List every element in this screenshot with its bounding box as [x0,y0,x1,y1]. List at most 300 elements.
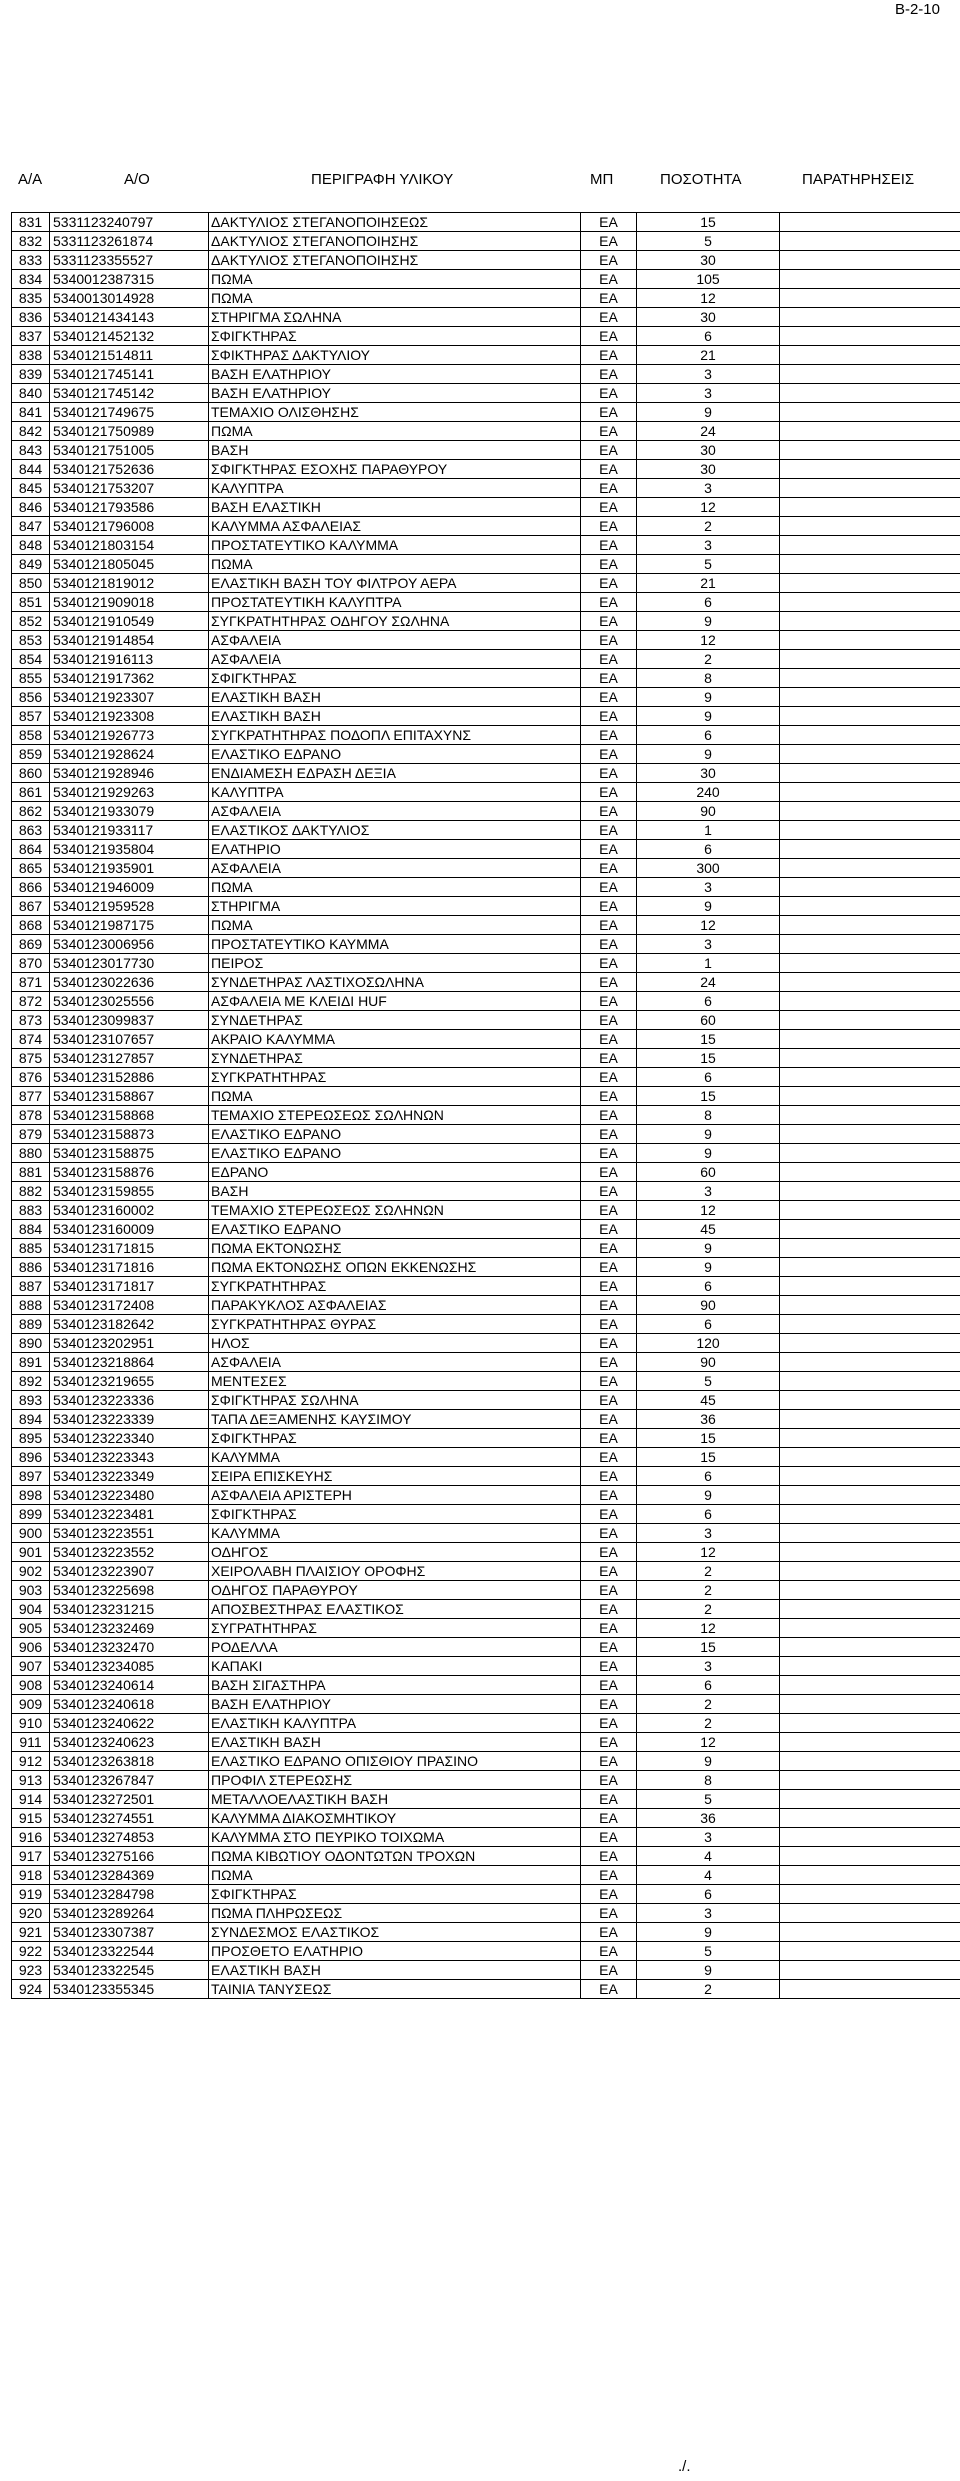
item-description: ΠΩΜΑ [209,289,581,308]
quantity: 36 [637,1410,780,1429]
quantity: 90 [637,1296,780,1315]
table-row [12,1448,960,1467]
table-row [12,973,960,992]
notes-cell [780,916,960,935]
unit: ΕΑ [581,1885,637,1904]
notes-cell [780,365,960,384]
item-description: ΕΛΑΣΤΙΚΗ ΒΑΣΗ [209,688,581,707]
quantity: 240 [637,783,780,802]
unit: ΕΑ [581,1486,637,1505]
notes-cell [780,897,960,916]
quantity: 6 [637,327,780,346]
row-number: 863 [12,821,50,840]
quantity: 2 [637,1581,780,1600]
row-number: 841 [12,403,50,422]
table-row [12,1182,960,1201]
table-row [12,688,960,707]
unit: ΕΑ [581,1543,637,1562]
table-row [12,1695,960,1714]
table-row [12,1315,960,1334]
quantity: 9 [637,745,780,764]
quantity: 15 [637,1429,780,1448]
notes-cell [780,1182,960,1201]
item-code: 5340123263818 [50,1752,209,1771]
quantity: 6 [637,1467,780,1486]
item-code: 5340121987175 [50,916,209,935]
row-number: 878 [12,1106,50,1125]
item-code: 5340123274853 [50,1828,209,1847]
notes-cell [780,1543,960,1562]
item-description: ΔΑΚΤΥΛΙΟΣ ΣΤΕΓΑΝΟΠΟΙΗΣΕΩΣ [209,213,581,232]
notes-cell [780,764,960,783]
item-code: 5340123272501 [50,1790,209,1809]
notes-cell [780,574,960,593]
unit: ΕΑ [581,1467,637,1486]
item-description: ΤΑΠΑ ΔΕΞΑΜΕΝΗΣ ΚΑΥΣΙΜΟΥ [209,1410,581,1429]
notes-cell [780,1391,960,1410]
table-row [12,726,960,745]
table-row [12,574,960,593]
table-row [12,1068,960,1087]
table-row [12,1752,960,1771]
quantity: 15 [637,1448,780,1467]
row-number: 845 [12,479,50,498]
row-number: 900 [12,1524,50,1543]
header-aa: Α/Α [18,171,43,188]
quantity: 9 [637,707,780,726]
quantity: 3 [637,1657,780,1676]
item-description: ΕΝΔΙΑΜΕΣΗ ΕΔΡΑΣΗ ΔΕΞΙΑ [209,764,581,783]
item-code: 5340123223336 [50,1391,209,1410]
item-description: ΤΕΜΑΧΙΟ ΣΤΕΡΕΩΣΕΩΣ ΣΩΛΗΝΩΝ [209,1201,581,1220]
item-code: 5331123355527 [50,251,209,270]
item-code: 5340123202951 [50,1334,209,1353]
row-number: 898 [12,1486,50,1505]
item-code: 5340123267847 [50,1771,209,1790]
notes-cell [780,1714,960,1733]
table-row [12,1239,960,1258]
unit: ΕΑ [581,441,637,460]
unit: ΕΑ [581,1980,637,1999]
item-code: 5340123355345 [50,1980,209,1999]
unit: ΕΑ [581,1505,637,1524]
item-description: ΒΑΣΗ [209,1182,581,1201]
table-row [12,1942,960,1961]
row-number: 847 [12,517,50,536]
item-description: ΣΥΓΚΡΑΤΗΤΗΡΑΣ [209,1068,581,1087]
quantity: 8 [637,669,780,688]
item-description: ΤΕΜΑΧΙΟ ΣΤΕΡΕΩΣΕΩΣ ΣΩΛΗΝΩΝ [209,1106,581,1125]
notes-cell [780,1106,960,1125]
quantity: 6 [637,840,780,859]
table-row [12,1334,960,1353]
notes-cell [780,593,960,612]
item-description: ΣΦΙΓΚΤΗΡΑΣ [209,327,581,346]
table-row [12,1429,960,1448]
unit: ΕΑ [581,1904,637,1923]
quantity: 3 [637,878,780,897]
unit: ΕΑ [581,346,637,365]
quantity: 21 [637,346,780,365]
row-number: 877 [12,1087,50,1106]
table-row [12,517,960,536]
item-code: 5340123274551 [50,1809,209,1828]
quantity: 6 [637,726,780,745]
item-code: 5331123261874 [50,232,209,251]
table-row [12,1562,960,1581]
row-number: 868 [12,916,50,935]
table-row [12,1885,960,1904]
item-description: ΚΑΛΥΜΜΑ ΑΣΦΑΛΕΙΑΣ [209,517,581,536]
quantity: 2 [637,1714,780,1733]
unit: ΕΑ [581,1258,637,1277]
quantity: 2 [637,650,780,669]
notes-cell [780,479,960,498]
item-code: 5340123025556 [50,992,209,1011]
item-code: 5340123127857 [50,1049,209,1068]
item-description: ΠΑΡΑΚΥΚΛΟΣ ΑΣΦΑΛΕΙΑΣ [209,1296,581,1315]
item-code: 5340121753207 [50,479,209,498]
table-header [0,170,960,190]
quantity: 2 [637,1600,780,1619]
row-number: 873 [12,1011,50,1030]
item-description: ΧΕΙΡΟΛΑΒΗ ΠΛΑΙΣΙΟΥ ΟΡΟΦΗΣ [209,1562,581,1581]
item-description: ΣΥΓΚΡΑΤΗΤΗΡΑΣ ΟΔΗΓΟΥ ΣΩΛΗΝΑ [209,612,581,631]
table-row [12,270,960,289]
header-quantity: ΠΟΣΟΤΗΤΑ [660,171,742,188]
item-description: ΠΡΟΦΙΛ ΣΤΕΡΕΩΣΗΣ [209,1771,581,1790]
table-row [12,1961,960,1980]
item-code: 5340123006956 [50,935,209,954]
quantity: 4 [637,1847,780,1866]
unit: ΕΑ [581,1847,637,1866]
row-number: 912 [12,1752,50,1771]
notes-cell [780,1657,960,1676]
table-row [12,1638,960,1657]
notes-cell [780,992,960,1011]
quantity: 30 [637,251,780,270]
row-number: 889 [12,1315,50,1334]
item-code: 5340123171815 [50,1239,209,1258]
item-code: 5340121434143 [50,308,209,327]
table-row [12,1524,960,1543]
unit: ΕΑ [581,1638,637,1657]
item-code: 5340123107657 [50,1030,209,1049]
quantity: 1 [637,821,780,840]
item-description: ΕΛΑΤΗΡΙΟ [209,840,581,859]
table-row [12,1258,960,1277]
notes-cell [780,517,960,536]
table-row [12,289,960,308]
table-row [12,859,960,878]
row-number: 919 [12,1885,50,1904]
table-row [12,1011,960,1030]
notes-cell [780,1353,960,1372]
row-number: 908 [12,1676,50,1695]
unit: ΕΑ [581,1334,637,1353]
quantity: 3 [637,479,780,498]
item-code: 5340123223343 [50,1448,209,1467]
item-code: 5340013014928 [50,289,209,308]
row-number: 907 [12,1657,50,1676]
unit: ΕΑ [581,1277,637,1296]
row-number: 901 [12,1543,50,1562]
quantity: 9 [637,1752,780,1771]
item-description: ΚΑΛΥΜΜΑ ΔΙΑΚΟΣΜΗΤΙΚΟΥ [209,1809,581,1828]
item-description: ΟΔΗΓΟΣ ΠΑΡΑΘΥΡΟΥ [209,1581,581,1600]
notes-cell [780,859,960,878]
quantity: 5 [637,555,780,574]
notes-cell [780,1258,960,1277]
row-number: 895 [12,1429,50,1448]
unit: ΕΑ [581,916,637,935]
unit: ΕΑ [581,935,637,954]
table-row [12,1087,960,1106]
item-code: 5340123284369 [50,1866,209,1885]
notes-cell [780,1144,960,1163]
item-description: ΜΕΝΤΕΣΕΣ [209,1372,581,1391]
row-number: 865 [12,859,50,878]
footer-mark: ./. [678,2458,691,2475]
unit: ΕΑ [581,631,637,650]
unit: ΕΑ [581,1600,637,1619]
item-code: 5340121793586 [50,498,209,517]
item-description: ΚΑΛΥΠΤΡΑ [209,479,581,498]
unit: ΕΑ [581,1296,637,1315]
table-row [12,1866,960,1885]
row-number: 924 [12,1980,50,1999]
unit: ΕΑ [581,1448,637,1467]
item-description: ΣΥΓΡΑΤΗΤΗΡΑΣ [209,1619,581,1638]
row-number: 886 [12,1258,50,1277]
notes-cell [780,688,960,707]
table-row [12,1163,960,1182]
item-description: ΣΤΗΡΙΓΜΑ ΣΩΛΗΝΑ [209,308,581,327]
quantity: 1 [637,954,780,973]
quantity: 6 [637,1505,780,1524]
row-number: 852 [12,612,50,631]
item-description: ΠΩΜΑ ΕΚΤΟΝΩΣΗΣ [209,1239,581,1258]
table-row [12,1486,960,1505]
quantity: 9 [637,1125,780,1144]
notes-cell [780,1866,960,1885]
item-description: ΕΛΑΣΤΙΚΟ ΕΔΡΑΝΟ [209,1220,581,1239]
table-row [12,1543,960,1562]
item-code: 5340121917362 [50,669,209,688]
unit: ΕΑ [581,1182,637,1201]
row-number: 835 [12,289,50,308]
notes-cell [780,783,960,802]
item-code: 5340121751005 [50,441,209,460]
table-row [12,498,960,517]
item-code: 5340123223552 [50,1543,209,1562]
notes-cell [780,1524,960,1543]
table-row [12,251,960,270]
table-row [12,1809,960,1828]
item-code: 5340123232470 [50,1638,209,1657]
notes-cell [780,707,960,726]
row-number: 874 [12,1030,50,1049]
table-row [12,1771,960,1790]
table-row [12,1106,960,1125]
item-code: 5340121928624 [50,745,209,764]
row-number: 880 [12,1144,50,1163]
row-number: 853 [12,631,50,650]
notes-cell [780,1486,960,1505]
quantity: 9 [637,1961,780,1980]
item-description: ΠΕΙΡΟΣ [209,954,581,973]
row-number: 836 [12,308,50,327]
unit: ΕΑ [581,1429,637,1448]
notes-cell [780,327,960,346]
item-code: 5340123022636 [50,973,209,992]
unit: ΕΑ [581,384,637,403]
notes-cell [780,460,960,479]
table-row [12,1030,960,1049]
quantity: 15 [637,1030,780,1049]
item-description: ΣΦΙΓΚΤΗΡΑΣ [209,1429,581,1448]
item-code: 5340123182642 [50,1315,209,1334]
item-description: ΒΑΣΗ [209,441,581,460]
unit: ΕΑ [581,270,637,289]
unit: ΕΑ [581,1562,637,1581]
item-description: ΑΣΦΑΛΕΙΑ [209,1353,581,1372]
unit: ΕΑ [581,992,637,1011]
item-code: 5340121819012 [50,574,209,593]
table-row [12,1733,960,1752]
item-description: ΠΡΟΣΤΑΤΕΥΤΙΚΗ ΚΑΛΥΠΤΡΑ [209,593,581,612]
item-description: ΤΑΙΝΙΑ ΤΑΝΥΣΕΩΣ [209,1980,581,1999]
notes-cell [780,1809,960,1828]
item-description: ΚΑΛΥΜΜΑ [209,1448,581,1467]
quantity: 300 [637,859,780,878]
item-description: ΣΥΝΔΕΤΗΡΑΣ ΛΑΣΤΙΧΟΣΩΛΗΝΑ [209,973,581,992]
item-code: 5340123275166 [50,1847,209,1866]
table-row [12,1619,960,1638]
notes-cell [780,536,960,555]
item-description: ΚΑΛΥΠΤΡΑ [209,783,581,802]
notes-cell [780,1315,960,1334]
quantity: 30 [637,441,780,460]
item-description: ΣΦΙΚΤΗΡΑΣ ΔΑΚΤΥΛΙΟΥ [209,346,581,365]
row-number: 922 [12,1942,50,1961]
table-row [12,650,960,669]
item-description: ΠΩΜΑ [209,1866,581,1885]
unit: ΕΑ [581,536,637,555]
quantity: 12 [637,631,780,650]
row-number: 911 [12,1733,50,1752]
row-number: 843 [12,441,50,460]
table-row [12,897,960,916]
item-code: 5340123240614 [50,1676,209,1695]
unit: ΕΑ [581,764,637,783]
item-description: ΠΩΜΑ [209,878,581,897]
item-code: 5340123234085 [50,1657,209,1676]
notes-cell [780,1087,960,1106]
quantity: 4 [637,1866,780,1885]
quantity: 9 [637,688,780,707]
row-number: 921 [12,1923,50,1942]
quantity: 6 [637,1676,780,1695]
item-description: ΤΕΜΑΧΙΟ ΟΛΙΣΘΗΣΗΣ [209,403,581,422]
quantity: 12 [637,1201,780,1220]
notes-cell [780,1619,960,1638]
unit: ΕΑ [581,1049,637,1068]
unit: ΕΑ [581,1809,637,1828]
notes-cell [780,1011,960,1030]
table-row [12,460,960,479]
row-number: 861 [12,783,50,802]
unit: ΕΑ [581,1011,637,1030]
item-code: 5340123160002 [50,1201,209,1220]
table-row [12,1923,960,1942]
notes-cell [780,1581,960,1600]
quantity: 8 [637,1771,780,1790]
unit: ΕΑ [581,1372,637,1391]
row-number: 905 [12,1619,50,1638]
unit: ΕΑ [581,1201,637,1220]
item-code: 5340123152886 [50,1068,209,1087]
notes-cell [780,270,960,289]
row-number: 862 [12,802,50,821]
notes-cell [780,840,960,859]
item-description: ΜΕΤΑΛΛΟΕΛΑΣΤΙΚΗ ΒΑΣΗ [209,1790,581,1809]
quantity: 15 [637,213,780,232]
row-number: 838 [12,346,50,365]
row-number: 913 [12,1771,50,1790]
item-code: 5340123225698 [50,1581,209,1600]
notes-cell [780,346,960,365]
item-code: 5340121946009 [50,878,209,897]
unit: ΕΑ [581,802,637,821]
quantity: 90 [637,802,780,821]
quantity: 6 [637,1315,780,1334]
unit: ΕΑ [581,1676,637,1695]
row-number: 840 [12,384,50,403]
notes-cell [780,1429,960,1448]
quantity: 120 [637,1334,780,1353]
table-row [12,954,960,973]
notes-cell [780,821,960,840]
item-description: ΕΔΡΑΝΟ [209,1163,581,1182]
notes-cell [780,954,960,973]
quantity: 9 [637,1258,780,1277]
quantity: 30 [637,460,780,479]
unit: ΕΑ [581,327,637,346]
unit: ΕΑ [581,840,637,859]
unit: ΕΑ [581,650,637,669]
table-row [12,1714,960,1733]
table-row [12,1391,960,1410]
quantity: 30 [637,764,780,783]
table-row [12,1296,960,1315]
table-row [12,1828,960,1847]
quantity: 3 [637,935,780,954]
unit: ΕΑ [581,878,637,897]
notes-cell [780,1372,960,1391]
unit: ΕΑ [581,517,637,536]
unit: ΕΑ [581,707,637,726]
notes-cell [780,1600,960,1619]
item-description: ΠΩΜΑ ΚΙΒΩΤΙΟΥ ΟΔΟΝΤΩΤΩΝ ΤΡΟΧΩΝ [209,1847,581,1866]
notes-cell [780,1923,960,1942]
notes-cell [780,1030,960,1049]
quantity: 15 [637,1638,780,1657]
table-row [12,992,960,1011]
item-description: ΣΦΙΓΚΤΗΡΑΣ [209,669,581,688]
item-description: ΔΑΚΤΥΛΙΟΣ ΣΤΕΓΑΝΟΠΟΙΗΣΗΣ [209,251,581,270]
unit: ΕΑ [581,1315,637,1334]
